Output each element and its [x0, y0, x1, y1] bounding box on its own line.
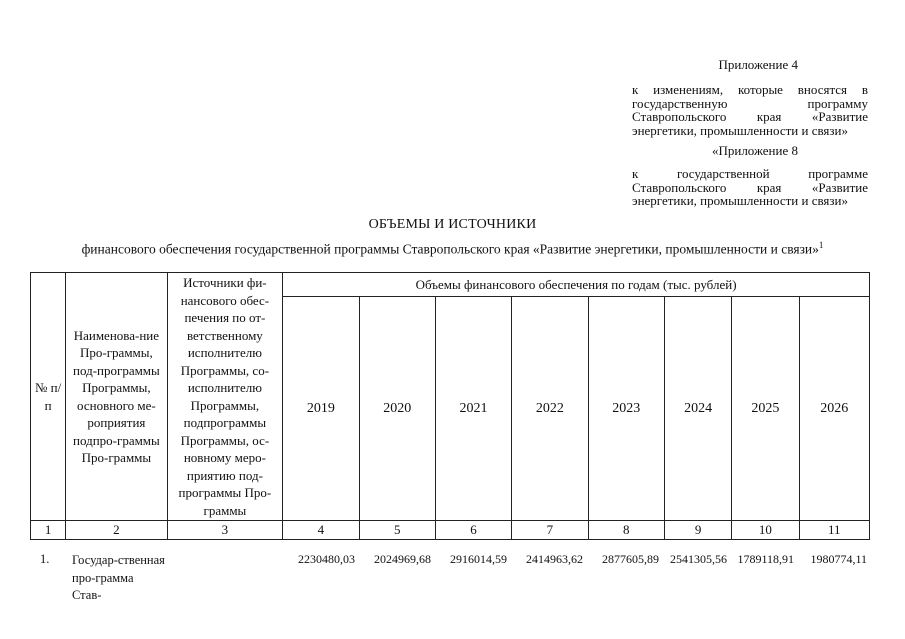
column-number: 6 [435, 521, 511, 540]
row-index: 1. [40, 552, 50, 566]
funding-table [30, 272, 870, 540]
row-value: 2024969,68 [374, 552, 431, 566]
appendix-4-text-body: к изменениям, которые вносятся в государственную программу Ставропольского края «Развитие энергетики, промышленности и связи» [632, 82, 868, 138]
column-number: 5 [359, 521, 435, 540]
header-year: 2024 [664, 297, 731, 521]
column-number: 8 [588, 521, 664, 540]
row-value: 1980774,11 [810, 552, 867, 566]
row-value: 1789118,91 [737, 552, 794, 566]
appendix-8-text-body: к государственной программе Ставропольского края «Развитие энергетики, промышленности и связи» [632, 166, 868, 208]
column-number: 11 [799, 521, 869, 540]
column-number: 1 [31, 521, 66, 540]
column-number: 4 [283, 521, 359, 540]
row-value: 2916014,59 [450, 552, 507, 566]
row-value: 2414963,62 [526, 552, 583, 566]
header-number: № п/п [31, 273, 66, 521]
appendix-8-title-text: «Приложение 8 [711, 143, 798, 158]
header-year: 2025 [732, 297, 799, 521]
column-number: 7 [512, 521, 588, 540]
row-program-name: Государ-ственная про-грамма Став- [72, 553, 165, 602]
header-funding-sources: Источники фи-нансового обес-печения по от-ветственному исполнителю Программы, со-исполнителю Программы, подпрограммы Программы, ос-новному меро-приятию под-программы Про-граммы [167, 273, 283, 521]
header-year: 2022 [512, 297, 588, 521]
appendix-8-text [632, 167, 868, 208]
row-value: 2877605,89 [602, 552, 659, 566]
document-title: ОБЪЕМЫ И ИСТОЧНИКИ [368, 217, 537, 232]
document-subtitle [14, 240, 891, 258]
column-number: 9 [664, 521, 731, 540]
row-value: 2230480,03 [298, 552, 355, 566]
row-value: 2541305,56 [670, 552, 727, 566]
column-number: 3 [167, 521, 283, 540]
appendix-4-text [632, 83, 868, 137]
header-program-name: Наименова-ние Про-граммы, под-программы Программы, основного ме-роприятия подпро-граммы Про-граммы [66, 273, 167, 521]
appendix-8-title [632, 144, 868, 158]
footnote-mark: 1 [818, 240, 824, 250]
appendix-4-title-text: Приложение 4 [718, 57, 798, 72]
column-number: 2 [66, 521, 167, 540]
header-year: 2019 [283, 297, 359, 521]
appendix-4-title [632, 58, 868, 72]
header-year: 2020 [359, 297, 435, 521]
document-subtitle-text: финансового обеспечения государственной программы Ставропольского края «Развитие энергетики, промышленности и связи» [81, 241, 819, 257]
header-year: 2023 [588, 297, 664, 521]
header-year: 2026 [799, 297, 869, 521]
header-year: 2021 [435, 297, 511, 521]
header-funding-by-years: Объемы финансового обеспечения по годам (тыс. рублей) [283, 273, 870, 297]
column-number: 10 [732, 521, 799, 540]
